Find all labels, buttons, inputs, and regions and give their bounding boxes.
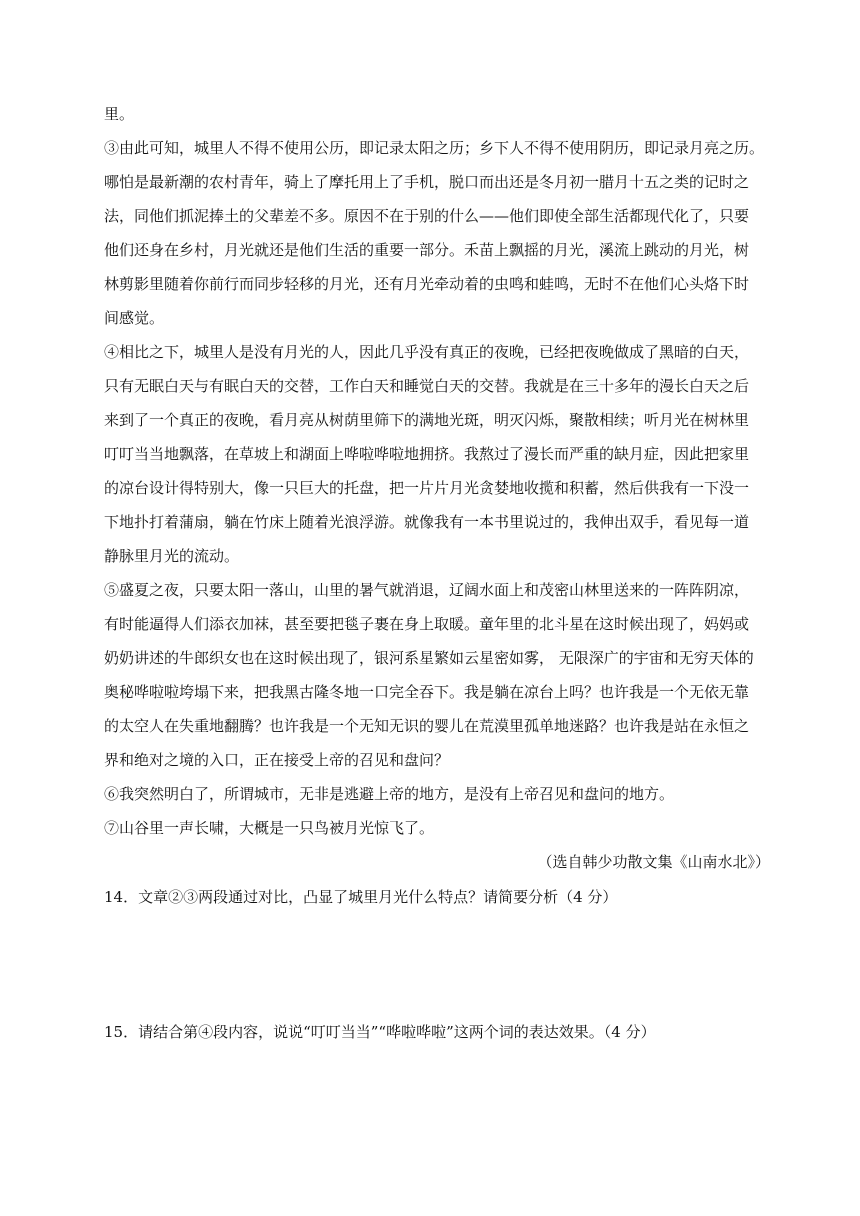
question-15: 15．请结合第④段内容，说说“叮叮当当”“哗啦哗啦”这两个词的表达效果。（4 分） bbox=[104, 1023, 656, 1041]
text-line: ⑤盛夏之夜，只要太阳一落山，山里的暑气就消退，辽阔水面上和茂密山林里送来的一阵阵阴凉， bbox=[104, 581, 750, 599]
text-line: 林剪影里随着你前行而同步轻移的月光，还有月光牵动着的虫鸣和蛙鸣，无时不在他们心头烙下时 bbox=[104, 275, 750, 293]
text-line: ③由此可知，城里人不得不使用公历，即记录太阳之历；乡下人不得不使用阴历，即记录月亮之历。 bbox=[104, 139, 765, 157]
text-line: 只有无眠白天与有眠白天的交替，工作白天和睡觉白天的交替。我就是在三十多年的漫长白天之后 bbox=[104, 377, 750, 395]
text-line: 的太空人在失重地翻腾？也许我是一个无知无识的婴儿在荒漠里孤单地迷路？也许我是站在永恒之 bbox=[104, 717, 750, 735]
text-line: 他们还身在乡村，月光就还是他们生活的重要一部分。禾苗上飘摇的月光，溪流上跳动的月光，树 bbox=[104, 241, 750, 259]
text-line: 有时能逼得人们添衣加袜，甚至要把毯子裹在身上取暖。童年里的北斗星在这时候出现了，妈妈或 bbox=[104, 615, 750, 633]
text-line: 来到了一个真正的夜晚，看月亮从树荫里筛下的满地光斑，明灭闪烁，聚散相续；听月光在树林里 bbox=[104, 411, 750, 429]
question-14: 14．文章②③两段通过对比，凸显了城里月光什么特点？请简要分析（4 分） bbox=[104, 888, 618, 906]
text-line: 界和绝对之境的入口，正在接受上帝的召见和盘问？ bbox=[104, 751, 450, 769]
text-line: 间感觉。 bbox=[104, 309, 165, 327]
source-citation: （选自韩少功散文集《山南水北》） bbox=[537, 853, 770, 871]
text-line: 的凉台设计得特别大，像一只巨大的托盘，把一片片月光贪婪地收揽和积蓄，然后供我有一下没一 bbox=[104, 479, 750, 497]
text-line: 法，同他们抓泥捧土的父辈差不多。原因不在于别的什么——他们即使全部生活都现代化了，只要 bbox=[104, 207, 750, 225]
text-line: 奥秘哗啦啦垮塌下来，把我黑古隆冬地一口完全吞下。我是躺在凉台上吗？也许我是一个无依无靠 bbox=[104, 683, 750, 701]
text-line: 静脉里月光的流动。 bbox=[104, 547, 240, 565]
article-body bbox=[104, 104, 772, 886]
text-line: 哪怕是最新潮的农村青年，骑上了摩托用上了手机，脱口而出还是冬月初一腊月十五之类的记时之 bbox=[104, 173, 750, 191]
text-line: 奶奶讲述的牛郎织女也在这时候出现了，银河系星繁如云星密如雾， 无限深广的宇宙和无穷天体的 bbox=[104, 649, 754, 667]
text-line: 下地扑打着蒲扇，躺在竹床上随着光浪浮游。就像我有一本书里说过的，我伸出双手，看见每一道 bbox=[104, 513, 750, 531]
text-line: ④相比之下，城里人是没有月光的人，因此几乎没有真正的夜晚，已经把夜晚做成了黑暗的白天， bbox=[104, 343, 750, 361]
text-line: 叮叮当当地飘落，在草坡上和湖面上哗啦哗啦地拥挤。我熬过了漫长而严重的缺月症，因此把家里 bbox=[104, 445, 750, 463]
text-line: 里。 bbox=[104, 105, 135, 123]
text-line: ⑦山谷里一声长啸，大概是一只鸟被月光惊飞了。 bbox=[104, 819, 435, 837]
text-line: ⑥我突然明白了，所谓城市，无非是逃避上帝的地方，是没有上帝召见和盘问的地方。 bbox=[104, 785, 675, 803]
